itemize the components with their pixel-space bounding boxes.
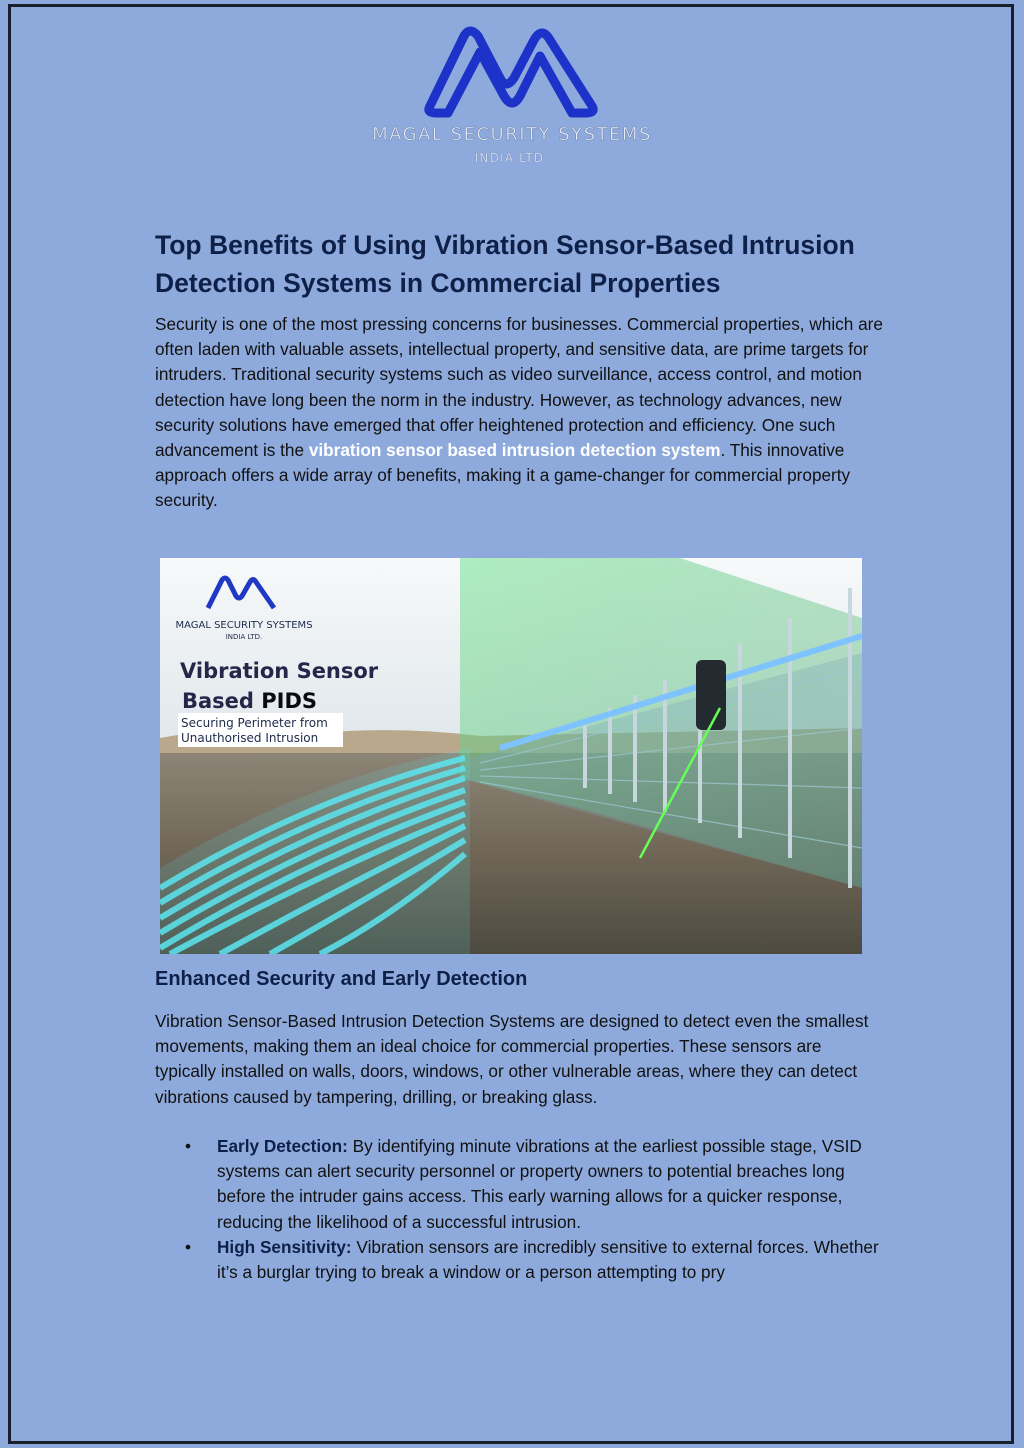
hero-tagline-line1: Securing Perimeter from xyxy=(181,716,328,730)
bullet-text: Vibration sensors are incredibly sensitive to external forces. Whether it’s a burglar trying to break a window or a person attempting to pry xyxy=(217,1236,879,1283)
brand-logo xyxy=(0,18,1024,165)
bullet-title: Early Detection: xyxy=(217,1136,348,1156)
section-heading: Enhanced Security and Early Detection xyxy=(155,968,528,990)
intro-text-before: Security is one of the most pressing concerns for businesses. Commercial properties, which are often laden with valuable assets, intellectual property, and sensitive data, are prime targets for intruders. Traditional security systems such as video surveillance, access control, and motion detection have long been the norm in the industry. However, as technology advances, new security solutions have emerged that offer heightened protection and efficiency. One such advancement is the xyxy=(155,314,883,461)
list-item xyxy=(155,1134,895,1235)
article-title: Top Benefits of Using Vibration Sensor-Based Intrusion Detection Systems in Commercial Properties xyxy=(155,230,855,298)
hero-image xyxy=(160,558,862,954)
section-paragraph: Vibration Sensor-Based Intrusion Detection Systems are designed to detect even the smallest movements, making them an ideal choice for commercial properties. These sensors are typically installed on walls, doors, windows, or other vulnerable areas, where they can detect vibrations caused by tampering, drilling, or breaking glass. xyxy=(155,1011,869,1107)
hero-brand-name: MAGAL SECURITY SYSTEMS xyxy=(175,620,313,631)
hero-headline-line1: Vibration Sensor xyxy=(180,659,379,683)
magal-m-logo-icon xyxy=(422,18,602,118)
brand-subtitle: INDIA LTD. xyxy=(474,151,550,165)
hero-headline-strong: PIDS xyxy=(261,689,318,713)
list-item xyxy=(155,1235,895,1285)
hero-brand-subtitle: INDIA LTD. xyxy=(225,633,263,641)
vibration-sensor-link[interactable]: vibration sensor based intrusion detection system xyxy=(308,440,721,461)
hero-headline-prefix: Based xyxy=(182,689,262,713)
bullet-marker: • xyxy=(185,1136,192,1156)
benefit-list xyxy=(155,1134,895,1285)
intro-text-after: . This innovative approach offers a wide array of benefits, making it a game-changer for commercial property security. xyxy=(155,440,851,511)
hero-tagline-line2: Unauthorised Intrusion xyxy=(181,731,319,745)
bullet-marker: • xyxy=(185,1236,192,1257)
intro-paragraph xyxy=(155,312,885,514)
brand-name: MAGAL SECURITY SYSTEMS xyxy=(372,124,652,145)
hero-headline-line2 xyxy=(182,689,317,713)
bullet-title: High Sensitivity: xyxy=(217,1236,352,1257)
bullet-text: By identifying minute vibrations at the earliest possible stage, VSID systems can alert security personnel or property owners to potential breaches long before the intruder gains access. This early warning allows for a quicker response, reducing the likelihood of a successful intrusion. xyxy=(217,1136,862,1232)
